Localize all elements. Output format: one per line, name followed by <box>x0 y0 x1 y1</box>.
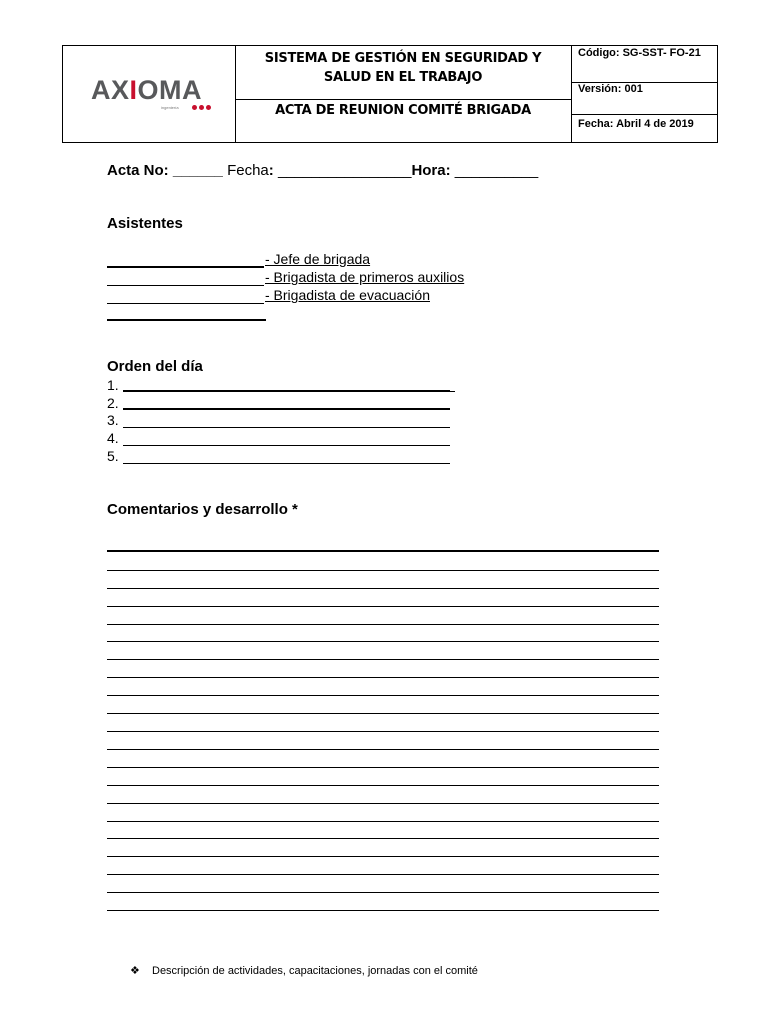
orden-item-number: 4. <box>107 430 119 446</box>
acta-number-field[interactable]: ______ <box>172 162 223 179</box>
asistente-name-field[interactable] <box>107 303 264 304</box>
asistente-role: - Jefe de brigada <box>265 251 371 267</box>
header-divider <box>571 46 572 142</box>
comentarios-line[interactable] <box>107 838 659 839</box>
logo-subtext: ingeniería <box>161 105 179 110</box>
comentarios-line[interactable] <box>107 856 659 857</box>
orden-item-field[interactable] <box>123 463 450 464</box>
asistentes-title: Asistentes <box>107 215 183 232</box>
orden-item-number: 1. <box>107 377 119 393</box>
comentarios-line[interactable] <box>107 821 659 822</box>
orden-item-field <box>450 391 455 392</box>
footnote-text: Descripción de actividades, capacitaciones, jornadas con el comité <box>152 965 478 977</box>
orden-item-field[interactable] <box>123 445 450 446</box>
comentarios-line[interactable] <box>107 659 659 660</box>
orden-item-field[interactable] <box>123 390 450 392</box>
comentarios-line[interactable] <box>107 677 659 678</box>
orden-title: Orden del día <box>107 358 203 375</box>
comentarios-line[interactable] <box>107 695 659 696</box>
header-divider <box>235 99 571 100</box>
comentarios-line[interactable] <box>107 874 659 875</box>
comentarios-line[interactable] <box>107 550 659 552</box>
document-code: Código: SG-SST- FO-21 <box>578 47 701 59</box>
comentarios-line[interactable] <box>107 749 659 750</box>
asistente-name-field[interactable] <box>107 266 264 268</box>
logo-wordmark: AXIOMA <box>91 75 203 105</box>
comentarios-line[interactable] <box>107 713 659 714</box>
asistente-name-field[interactable] <box>107 319 266 321</box>
meeting-info-row: Acta No: ______ Fecha: ________________Hora: __________ <box>107 162 539 179</box>
comentarios-line[interactable] <box>107 606 659 607</box>
orden-item-number: 5. <box>107 448 119 464</box>
comentarios-line[interactable] <box>107 588 659 589</box>
comentarios-line[interactable] <box>107 624 659 625</box>
asistente-role: - Brigadista de primeros auxilios <box>265 269 465 285</box>
company-logo <box>91 74 213 119</box>
orden-item-field[interactable] <box>123 408 450 410</box>
header-divider <box>571 114 718 115</box>
comentarios-line[interactable] <box>107 785 659 786</box>
hora-field[interactable]: __________ <box>454 162 539 179</box>
hora-label: Hora: <box>411 162 451 179</box>
asistente-name-field[interactable] <box>107 285 264 286</box>
comentarios-line[interactable] <box>107 892 659 893</box>
fecha-label: Fecha <box>227 162 269 179</box>
comentarios-line[interactable] <box>107 803 659 804</box>
logo-dots-icon <box>192 105 211 110</box>
orden-item-field[interactable] <box>123 427 450 428</box>
orden-item-number: 3. <box>107 412 119 428</box>
system-title: SISTEMA DE GESTIÓN EN SEGURIDAD Y SALUD EN EL TRABAJO <box>264 51 542 85</box>
asistente-role: - Brigadista de evacuación <box>265 287 430 303</box>
bullet-icon: ❖ <box>130 965 140 977</box>
fecha-field[interactable]: ________________ <box>277 162 412 179</box>
comentarios-title: Comentarios y desarrollo * <box>107 501 298 518</box>
form-title: ACTA DE REUNION COMITÉ BRIGADA <box>275 103 531 118</box>
comentarios-line[interactable] <box>107 910 659 911</box>
document-version: Versión: 001 <box>578 83 643 95</box>
comentarios-line[interactable] <box>107 641 659 642</box>
document-date: Fecha: Abril 4 de 2019 <box>578 118 694 130</box>
acta-label: Acta No: <box>107 162 169 179</box>
comentarios-line[interactable] <box>107 570 659 571</box>
comentarios-line[interactable] <box>107 731 659 732</box>
orden-item-number: 2. <box>107 395 119 411</box>
document-header <box>62 45 718 143</box>
comentarios-line[interactable] <box>107 767 659 768</box>
